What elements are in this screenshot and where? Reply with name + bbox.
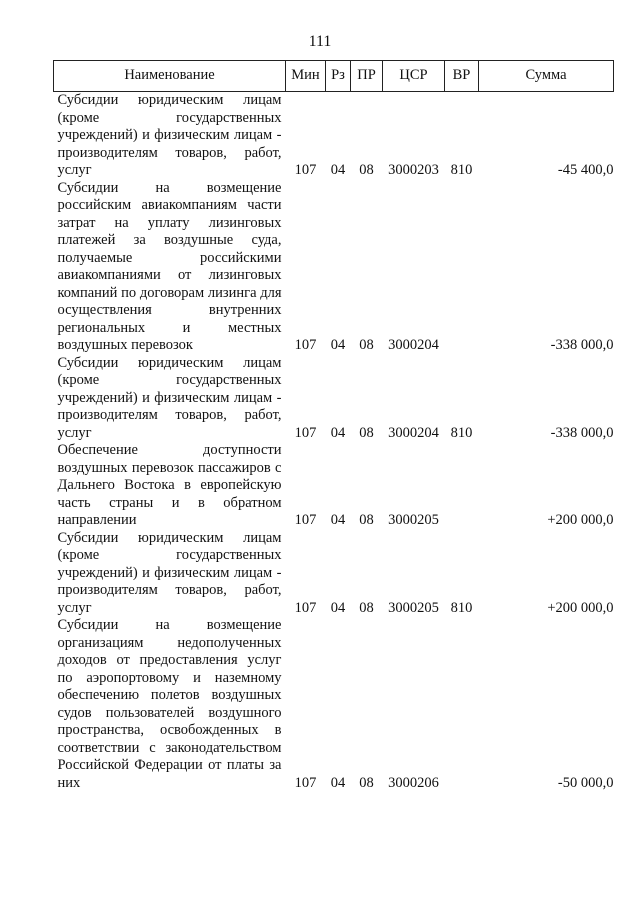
row-csr: 3000206	[388, 774, 439, 791]
row-pr: 08	[359, 162, 374, 178]
row-vr	[445, 617, 479, 792]
row-rz: 04	[330, 424, 346, 441]
row-sum: +200 000,0	[547, 599, 614, 616]
row-vr: 810	[450, 162, 473, 178]
row-min: 107	[294, 162, 317, 178]
row-min: 107	[294, 424, 317, 441]
row-sum: -338 000,0	[550, 424, 614, 441]
header-csr: ЦСР	[383, 61, 445, 92]
row-name: Субсидии юридическим лицам (кроме государственных учреждений) и физическим лицам - производителям товаров, работ, услуг	[57, 354, 282, 441]
row-csr: 3000204	[388, 424, 439, 441]
row-csr: 3000205	[388, 599, 439, 616]
row-name: Субсидии на возмещение российским авиакомпаниям части затрат на уплату лизинговых платежей за воздушные суда, получаемые российскими авиакомпаниями от лизинговых компаний по договорам лизинга для осуществления внутренних региональных и местных воздушных перевозок	[57, 179, 282, 353]
table-row	[54, 530, 614, 618]
header-name: Наименование	[54, 61, 286, 92]
row-rz: 04	[330, 774, 346, 791]
table-row	[54, 617, 614, 792]
row-name: Субсидии юридическим лицам (кроме государственных учреждений) и физическим лицам - производителям товаров, работ, услуг	[57, 92, 282, 178]
table-row	[54, 92, 614, 180]
header-rz: Рз	[326, 61, 351, 92]
page-number: 111	[308, 33, 332, 50]
row-rz: 04	[330, 162, 346, 178]
row-rz: 04	[330, 599, 346, 616]
table-row	[54, 442, 614, 530]
row-min: 107	[294, 337, 317, 353]
row-rz: 04	[330, 337, 346, 353]
table-header-row	[54, 61, 614, 92]
row-sum: -338 000,0	[550, 337, 614, 353]
row-csr: 3000205	[388, 512, 439, 528]
row-sum: -50 000,0	[557, 774, 614, 791]
header-min: Мин	[286, 61, 326, 92]
row-vr	[445, 180, 479, 355]
row-sum: +200 000,0	[547, 512, 614, 528]
row-vr	[445, 442, 479, 530]
table-row	[54, 355, 614, 443]
header-sum: Сумма	[479, 61, 614, 92]
row-sum: -45 400,0	[557, 162, 614, 178]
row-csr: 3000203	[388, 162, 439, 178]
row-min: 107	[294, 774, 317, 791]
row-rz: 04	[330, 512, 346, 528]
budget-table	[53, 60, 614, 792]
row-csr: 3000204	[388, 337, 439, 353]
row-pr: 08	[359, 774, 374, 791]
row-name: Субсидии на возмещение организациям недополученных доходов от предоставления услуг по аэропортовому и наземному обеспечению полетов воздушных судов пользователей воздушного пространства, освобожденных в соответствии с законодательством Российской Федерации от платы за них	[57, 617, 282, 791]
header-vr: ВР	[445, 61, 479, 92]
row-name: Обеспечение доступности воздушных перевозок пассажиров с Дальнего Востока в европейскую часть страны и в обратном направлении	[57, 442, 282, 528]
row-vr: 810	[450, 599, 473, 616]
row-vr: 810	[450, 424, 473, 441]
row-min: 107	[294, 512, 317, 528]
row-pr: 08	[359, 424, 374, 441]
row-pr: 08	[359, 512, 374, 528]
row-min: 107	[294, 599, 317, 616]
table-row	[54, 180, 614, 355]
row-pr: 08	[359, 599, 374, 616]
row-name: Субсидии юридическим лицам (кроме государственных учреждений) и физическим лицам - производителям товаров, работ, услуг	[57, 529, 282, 616]
header-pr: ПР	[351, 61, 383, 92]
row-pr: 08	[359, 337, 374, 353]
